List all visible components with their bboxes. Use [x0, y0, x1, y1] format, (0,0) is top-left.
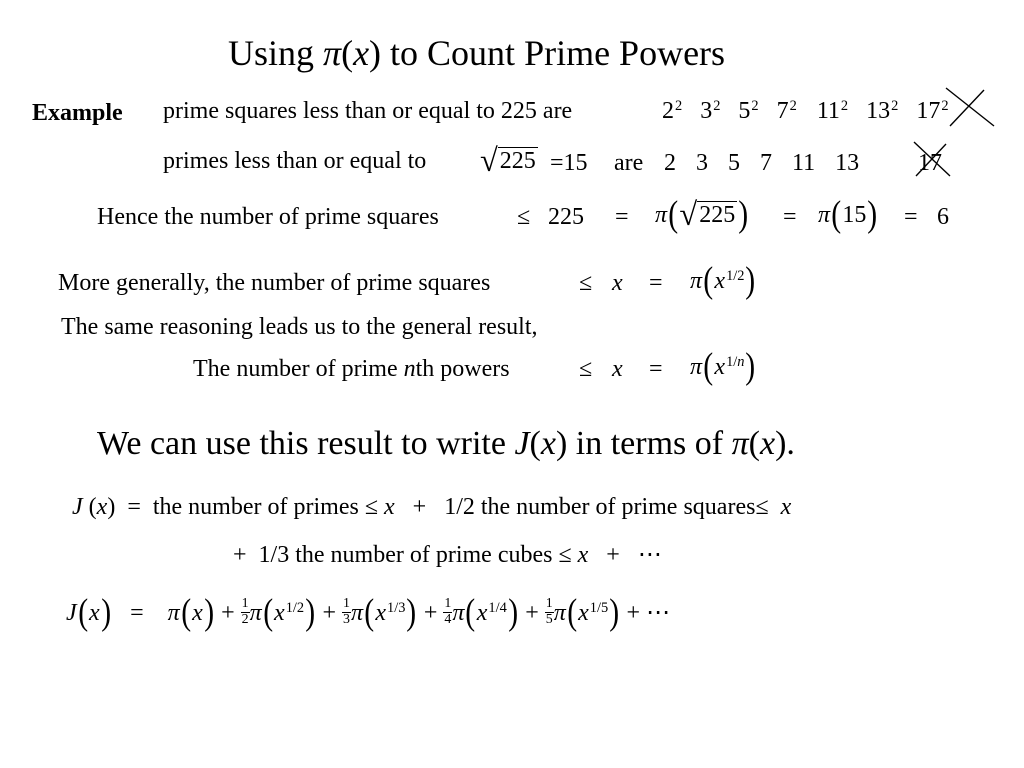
formula-plus: + [525, 600, 539, 626]
example-label: Example [32, 100, 123, 126]
general-result-eq: = [649, 356, 663, 382]
radical-sign: √ [480, 143, 498, 179]
formula-x: x [192, 600, 203, 626]
prime-square-base: 7 [776, 98, 789, 124]
formula-x: x [476, 600, 488, 626]
hence-eq2: = [783, 204, 797, 230]
formula-pi: π [553, 600, 566, 626]
formula-paren: ) [609, 592, 620, 633]
formula-paren: ( [465, 592, 476, 633]
prime-square-exp: 2 [713, 98, 721, 115]
formula-exponent: 1/3 [387, 600, 406, 617]
prime-square-item [817, 98, 848, 124]
sqrt-225: √225 [480, 143, 536, 179]
hence-pi-15: π(15) [818, 194, 878, 235]
prime-square-base: 5 [738, 98, 751, 124]
strike-mark-17-squared [944, 86, 996, 128]
prime-square-exp: 2 [941, 98, 949, 115]
hence-result: 6 [937, 204, 949, 230]
prime-square-item [866, 98, 898, 124]
more-generally-leq: ≤ [579, 270, 593, 296]
prime-square-exp: 2 [789, 98, 797, 115]
prime-square-exp: 2 [840, 98, 849, 115]
formula-paren: ( [364, 592, 375, 633]
formula-pi: π [167, 600, 180, 626]
fraction-denominator: 2 [241, 611, 249, 627]
more-generally-x: x [612, 270, 623, 296]
formula-fraction [241, 597, 250, 627]
formula-plus: + [423, 600, 438, 626]
hence-pi-sqrt: π(√225) [655, 194, 749, 235]
prime-item: 11 [792, 150, 816, 176]
primes-line [163, 148, 426, 175]
prime-square-exp: 2 [675, 98, 683, 115]
j-formula [66, 590, 671, 633]
primes-list [664, 150, 879, 177]
prime-square-item [738, 98, 758, 124]
prime-square-base: 11 [816, 98, 840, 124]
formula-x: x [375, 600, 387, 626]
crossed-prime-17: 17 [918, 150, 942, 176]
formula-paren: ) [100, 592, 111, 633]
formula-paren: ( [262, 592, 273, 633]
formula-paren: ( [180, 592, 191, 633]
formula-exponent: 1/5 [589, 600, 609, 617]
fraction-numerator: 1 [241, 596, 249, 612]
hence-eq1: = [615, 204, 629, 230]
formula-pi: π [350, 600, 363, 626]
formula-x: x [89, 600, 100, 626]
prime-square-base: 17 [916, 98, 941, 124]
general-result-pi-expr: $\pi(x^{1/n})$ [690, 346, 756, 387]
j-definition-line-2: + 1/3 the number of prime cubes ≤ x + ⋯ [233, 542, 662, 568]
prime-square-exp: 2 [751, 98, 759, 115]
formula-J: J [66, 600, 77, 626]
fraction-denominator: 3 [343, 611, 350, 627]
more-generally-pi-expr: $\pi(x^{1/2})$ [690, 260, 756, 301]
j-definition-line-1: J (x) = the number of primes ≤ x + 1/2 the number of prime squares≤ x [72, 494, 792, 520]
fraction-numerator: 1 [545, 596, 553, 612]
prime-square-base: 13 [866, 98, 891, 124]
formula-ellipsis: ⋯ [646, 600, 671, 626]
formula-pi: π [249, 600, 262, 626]
fraction-denominator: 5 [545, 611, 553, 627]
general-result-leq: ≤ [579, 356, 593, 382]
fraction-denominator: 4 [444, 611, 452, 627]
primes-text: primes less than or equal to [163, 148, 427, 174]
prime-item: 5 [728, 150, 740, 176]
formula-eq: = [130, 600, 144, 626]
prime-square-item [777, 98, 797, 124]
hence-leq: ≤ [517, 204, 531, 230]
formula-x: x [578, 600, 589, 626]
formula-paren: ) [406, 592, 417, 633]
prime-square-exp: 2 [891, 98, 899, 115]
formula-plus: + [626, 600, 641, 626]
general-result-x: x [612, 356, 623, 382]
sqrt-equals-15: =15 [550, 150, 588, 176]
formula-x: x [274, 600, 285, 626]
prime-item: 13 [835, 150, 860, 176]
same-reasoning-line: The same reasoning leads us to the general result, [61, 314, 538, 340]
hence-225: 225 [548, 204, 584, 230]
prime-item: 7 [760, 150, 772, 176]
formula-fraction [443, 597, 452, 627]
prime-square-item [700, 98, 720, 124]
formula-fraction [545, 597, 554, 627]
prime-squares-text: prime squares less than or equal to 225 are [163, 98, 573, 124]
fraction-numerator: 1 [444, 596, 452, 612]
formula-fraction [342, 597, 351, 627]
formula-plus: + [221, 600, 235, 626]
prime-item: 2 [664, 150, 676, 176]
general-result-line: The number of prime nth powers [193, 356, 510, 382]
formula-paren: ) [508, 592, 518, 633]
formula-plus: + [322, 600, 337, 626]
more-generally-eq: = [649, 270, 663, 296]
hence-eq3: = [904, 204, 918, 230]
are-word: are [614, 150, 644, 176]
formula-exponent: 1/4 [488, 600, 507, 617]
fraction-numerator: 1 [343, 596, 350, 612]
strike-mark-17 [912, 140, 952, 178]
formula-exponent: 1/2 [285, 600, 305, 617]
prime-square-item [662, 98, 682, 124]
formula-paren: ) [203, 592, 214, 633]
prime-squares-line [163, 98, 572, 125]
section-heading: We can use this result to write J(x) in terms of π(x). [97, 425, 795, 462]
formula-paren: ) [305, 592, 316, 633]
prime-square-base: 3 [700, 98, 713, 124]
prime-squares-list [662, 98, 967, 125]
more-generally-line: More generally, the number of prime squares [58, 270, 491, 296]
hence-line: Hence the number of prime squares [97, 204, 439, 230]
page-title: Using π(x) to Count Prime Powers [228, 33, 726, 73]
formula-pi: π [452, 600, 465, 626]
formula-paren: ( [77, 592, 88, 633]
prime-square-base: 2 [662, 98, 674, 124]
formula-paren: ( [566, 592, 577, 633]
prime-item: 3 [696, 150, 708, 176]
